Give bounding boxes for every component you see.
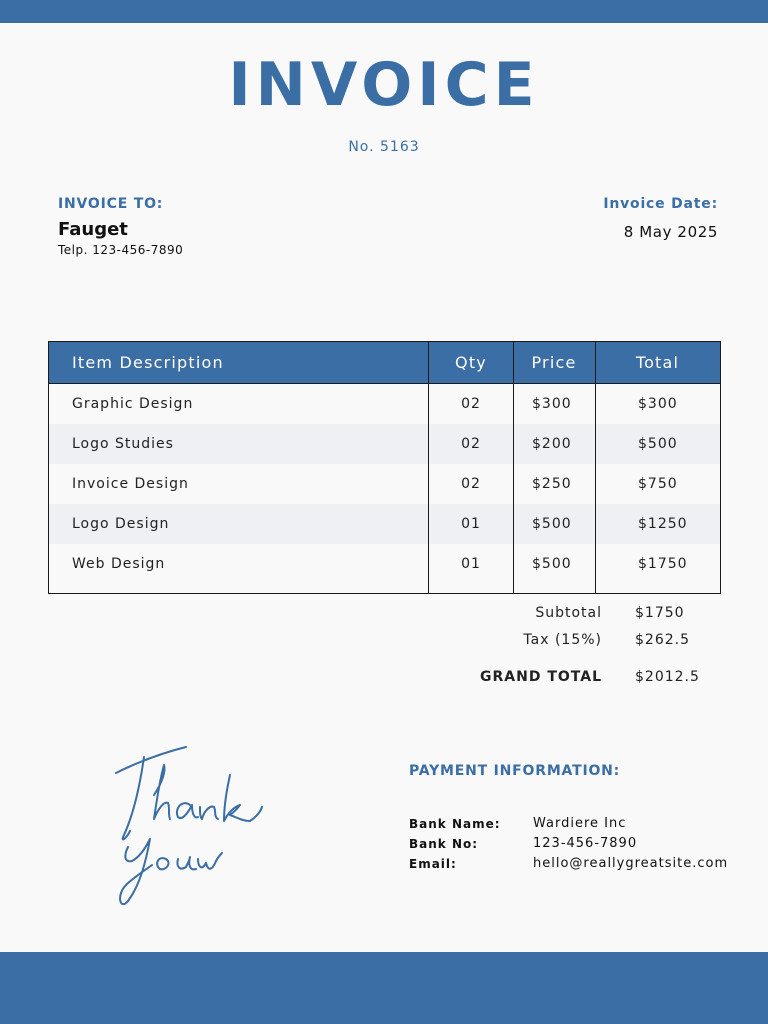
row-description: Logo Studies xyxy=(49,424,429,464)
client-name: Fauget xyxy=(58,219,128,240)
bank-name-value: Wardiere Inc xyxy=(533,816,627,831)
spacer-cell xyxy=(49,584,429,594)
row-total: $500 xyxy=(596,424,721,464)
row-total: $750 xyxy=(596,464,721,504)
spacer-cell xyxy=(596,584,721,594)
table-row xyxy=(49,504,721,544)
row-description: Invoice Design xyxy=(72,476,189,492)
row-qty: 01 xyxy=(429,544,514,584)
thank-you-signature xyxy=(100,735,280,915)
table-bottom-spacer xyxy=(49,584,721,594)
invoice-title: INVOICE xyxy=(228,50,540,120)
row-price: $500 xyxy=(514,504,596,544)
row-total: $300 xyxy=(596,384,721,425)
row-price: $200 xyxy=(514,424,596,464)
row-qty: 01 xyxy=(429,504,514,544)
row-description: Logo Design xyxy=(49,504,429,544)
row-qty: 02 xyxy=(429,464,514,504)
email-value: hello@reallygreatsite.com xyxy=(533,856,729,871)
invoice-number: No. 5163 xyxy=(348,139,420,155)
tax-value: $262.5 xyxy=(635,632,690,648)
table-row xyxy=(49,544,721,584)
grand-total-label: GRAND TOTAL xyxy=(480,669,602,685)
row-qty: 02 xyxy=(429,424,514,464)
table-header-row xyxy=(49,342,721,384)
header-qty: Qty xyxy=(429,342,514,384)
row-price: $250 xyxy=(514,464,596,504)
invoice-date-label: Invoice Date: xyxy=(603,196,718,212)
table-row xyxy=(49,384,721,425)
row-price: $500 xyxy=(514,544,596,584)
row-total: $1750 xyxy=(596,544,721,584)
table-row xyxy=(49,464,721,504)
tax-label: Tax (15%) xyxy=(523,632,602,648)
row-qty: 02 xyxy=(429,384,514,425)
client-phone: Telp. 123-456-7890 xyxy=(58,243,184,257)
bank-no-value: 123-456-7890 xyxy=(533,836,638,851)
spacer-cell xyxy=(429,584,514,594)
header-price: Price xyxy=(514,342,596,384)
bill-to-label: INVOICE TO: xyxy=(58,196,164,212)
items-table xyxy=(48,341,721,594)
row-description: Graphic Design xyxy=(72,396,194,412)
payment-info-label: PAYMENT INFORMATION: xyxy=(409,763,621,779)
subtotal-label: Subtotal xyxy=(535,605,602,621)
subtotal-value: $1750 xyxy=(635,605,685,621)
top-accent-bar xyxy=(0,0,768,23)
spacer-cell xyxy=(514,584,596,594)
bank-no-label: Bank No: xyxy=(409,837,479,851)
table-row xyxy=(49,424,721,464)
header-description: Item Description xyxy=(49,342,429,384)
email-label: Email: xyxy=(409,857,457,871)
bank-name-label: Bank Name: xyxy=(409,817,501,831)
row-description: Web Design xyxy=(72,556,166,572)
thank-you-text: Thank You xyxy=(100,735,106,736)
invoice-date-value: 8 May 2025 xyxy=(623,223,718,241)
header-total: Total xyxy=(596,342,721,384)
row-total: $1250 xyxy=(596,504,721,544)
bottom-accent-bar xyxy=(0,952,768,1024)
row-price: $300 xyxy=(514,384,596,425)
grand-total-value: $2012.5 xyxy=(635,669,700,685)
